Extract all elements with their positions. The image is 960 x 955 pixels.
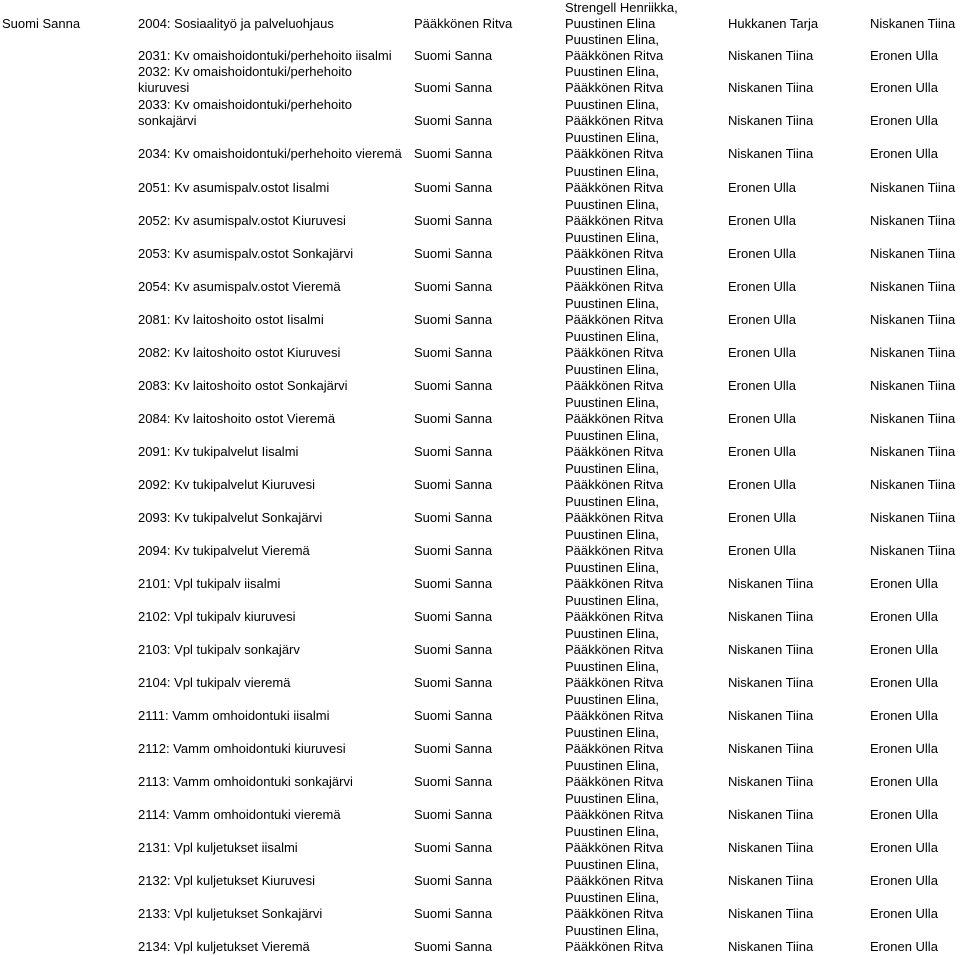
contact-primary: Niskanen Tiina: [728, 708, 814, 723]
responsible-person: Suomi Sanna: [414, 939, 493, 954]
responsible-person: Suomi Sanna: [414, 345, 493, 360]
contact-secondary: Niskanen Tiina: [870, 543, 956, 558]
contact-primary: Hukkanen Tarja: [728, 16, 819, 31]
contact-secondary: Eronen Ulla: [870, 807, 938, 822]
deputy-persons: Puustinen Elina, Pääkkönen Ritva: [565, 725, 664, 756]
deputy-persons: Puustinen Elina, Pääkkönen Ritva: [565, 64, 664, 95]
deputy-persons: Puustinen Elina, Pääkkönen Ritva: [565, 626, 664, 657]
deputy-persons: Puustinen Elina, Pääkkönen Ritva: [565, 857, 664, 888]
deputy-persons: Puustinen Elina, Pääkkönen Ritva: [565, 263, 664, 294]
responsible-person: Suomi Sanna: [414, 741, 493, 756]
deputy-persons: Puustinen Elina, Pääkkönen Ritva: [565, 428, 664, 459]
contact-secondary: Eronen Ulla: [870, 939, 938, 954]
service-name: 2084: Kv laitoshoito ostot Vieremä: [138, 411, 336, 426]
contact-primary: Niskanen Tiina: [728, 939, 814, 954]
deputy-persons: Puustinen Elina, Pääkkönen Ritva: [565, 824, 664, 855]
responsible-person: Suomi Sanna: [414, 80, 493, 95]
service-name: 2083: Kv laitoshoito ostot Sonkajärvi: [138, 378, 348, 393]
service-name: 2052: Kv asumispalv.ostot Kiuruvesi: [138, 213, 346, 228]
contact-primary: Eronen Ulla: [728, 312, 796, 327]
contact-secondary: Eronen Ulla: [870, 146, 938, 161]
deputy-persons: Puustinen Elina, Pääkkönen Ritva: [565, 296, 664, 327]
contact-primary: Eronen Ulla: [728, 543, 796, 558]
responsible-person: Suomi Sanna: [414, 840, 493, 855]
service-name: 2092: Kv tukipalvelut Kiuruvesi: [138, 477, 316, 492]
contact-primary: Niskanen Tiina: [728, 675, 814, 690]
service-name: 2034: Kv omaishoidontuki/perhehoito vieremä: [138, 146, 402, 161]
responsible-person: Suomi Sanna: [414, 246, 493, 261]
service-name: 2131: Vpl kuljetukset iisalmi: [138, 840, 298, 855]
service-name: 2101: Vpl tukipalv iisalmi: [138, 576, 281, 591]
deputy-persons: Puustinen Elina, Pääkkönen Ritva: [565, 758, 664, 789]
contact-secondary: Niskanen Tiina: [870, 16, 956, 31]
deputy-persons: Puustinen Elina, Pääkkönen Ritva: [565, 395, 664, 426]
responsible-person: Suomi Sanna: [414, 576, 493, 591]
contact-primary: Eronen Ulla: [728, 246, 796, 261]
deputy-persons: Puustinen Elina, Pääkkönen Ritva: [565, 890, 664, 921]
contact-secondary: Niskanen Tiina: [870, 477, 956, 492]
deputy-persons: Puustinen Elina, Pääkkönen Ritva: [565, 329, 664, 360]
contact-primary: Niskanen Tiina: [728, 146, 814, 161]
contact-primary: Niskanen Tiina: [728, 741, 814, 756]
responsible-person: Suomi Sanna: [414, 146, 493, 161]
contact-primary: Niskanen Tiina: [728, 48, 814, 63]
deputy-persons: Puustinen Elina, Pääkkönen Ritva: [565, 560, 664, 591]
service-name: 2104: Vpl tukipalv vieremä: [138, 675, 291, 690]
responsible-person: Suomi Sanna: [414, 873, 493, 888]
contact-primary: Eronen Ulla: [728, 279, 796, 294]
contact-secondary: Niskanen Tiina: [870, 312, 956, 327]
deputy-persons: Puustinen Elina, Pääkkönen Ritva: [565, 791, 664, 822]
deputy-persons: Puustinen Elina, Pääkkönen Ritva: [565, 461, 664, 492]
responsible-person: Suomi Sanna: [414, 213, 493, 228]
contact-secondary: Eronen Ulla: [870, 840, 938, 855]
service-name: 2113: Vamm omhoidontuki sonkajärvi: [138, 774, 353, 789]
service-name: 2114: Vamm omhoidontuki vieremä: [138, 807, 341, 822]
contact-secondary: Niskanen Tiina: [870, 411, 956, 426]
responsible-person: Suomi Sanna: [414, 411, 493, 426]
deputy-persons: Puustinen Elina, Pääkkönen Ritva: [565, 923, 664, 954]
service-name: 2134: Vpl kuljetukset Vieremä: [138, 939, 310, 954]
responsible-person: Suomi Sanna: [414, 113, 493, 128]
deputy-persons: Puustinen Elina, Pääkkönen Ritva: [565, 692, 664, 723]
service-name: 2132: Vpl kuljetukset Kiuruvesi: [138, 873, 316, 888]
responsible-person: Suomi Sanna: [414, 180, 493, 195]
service-name: 2033: Kv omaishoidontuki/perhehoito sonkajärvi: [138, 97, 352, 128]
contact-secondary: Eronen Ulla: [870, 48, 938, 63]
contact-primary: Eronen Ulla: [728, 444, 796, 459]
deputy-persons: Puustinen Elina, Pääkkönen Ritva: [565, 494, 664, 525]
contact-primary: Niskanen Tiina: [728, 906, 814, 921]
contact-primary: Niskanen Tiina: [728, 642, 814, 657]
service-name: 2051: Kv asumispalv.ostot Iisalmi: [138, 180, 330, 195]
responsible-person: Suomi Sanna: [414, 477, 493, 492]
deputy-persons: Puustinen Elina, Pääkkönen Ritva: [565, 527, 664, 558]
responsible-person: Suomi Sanna: [414, 708, 493, 723]
deputy-persons: Puustinen Elina, Pääkkönen Ritva: [565, 659, 664, 690]
contact-primary: Eronen Ulla: [728, 378, 796, 393]
responsible-person: Suomi Sanna: [414, 774, 493, 789]
responsible-person: Pääkkönen Ritva: [414, 16, 513, 31]
service-name: 2081: Kv laitoshoito ostot Iisalmi: [138, 312, 324, 327]
deputy-persons: Puustinen Elina, Pääkkönen Ritva: [565, 362, 664, 393]
contact-primary: Niskanen Tiina: [728, 609, 814, 624]
deputy-persons: Puustinen Elina, Pääkkönen Ritva: [565, 164, 664, 195]
contact-primary: Niskanen Tiina: [728, 576, 814, 591]
contact-secondary: Eronen Ulla: [870, 576, 938, 591]
owner-name: Suomi Sanna: [2, 16, 81, 31]
contact-secondary: Niskanen Tiina: [870, 213, 956, 228]
responsible-person: Suomi Sanna: [414, 609, 493, 624]
responsible-person: Suomi Sanna: [414, 279, 493, 294]
contact-secondary: Eronen Ulla: [870, 642, 938, 657]
contact-primary: Eronen Ulla: [728, 411, 796, 426]
contact-secondary: Niskanen Tiina: [870, 246, 956, 261]
responsible-person: Suomi Sanna: [414, 675, 493, 690]
service-name: 2053: Kv asumispalv.ostot Sonkajärvi: [138, 246, 354, 261]
contact-secondary: Eronen Ulla: [870, 675, 938, 690]
contact-secondary: Niskanen Tiina: [870, 279, 956, 294]
service-name: 2103: Vpl tukipalv sonkajärv: [138, 642, 300, 657]
deputy-persons: Puustinen Elina, Pääkkönen Ritva: [565, 230, 664, 261]
contact-primary: Niskanen Tiina: [728, 113, 814, 128]
service-name: 2082: Kv laitoshoito ostot Kiuruvesi: [138, 345, 341, 360]
deputy-persons: Puustinen Elina, Pääkkönen Ritva: [565, 130, 664, 161]
service-name: 2111: Vamm omhoidontuki iisalmi: [138, 708, 330, 723]
contact-primary: Eronen Ulla: [728, 180, 796, 195]
contact-secondary: Niskanen Tiina: [870, 444, 956, 459]
contact-secondary: Eronen Ulla: [870, 906, 938, 921]
contact-primary: Eronen Ulla: [728, 345, 796, 360]
deputy-persons: Puustinen Elina, Pääkkönen Ritva: [565, 97, 664, 128]
service-name: 2133: Vpl kuljetukset Sonkajärvi: [138, 906, 323, 921]
contact-primary: Niskanen Tiina: [728, 774, 814, 789]
responsible-person: Suomi Sanna: [414, 906, 493, 921]
responsible-person: Suomi Sanna: [414, 642, 493, 657]
contact-secondary: Eronen Ulla: [870, 708, 938, 723]
service-name: 2093: Kv tukipalvelut Sonkajärvi: [138, 510, 323, 525]
contact-secondary: Eronen Ulla: [870, 113, 938, 128]
contact-secondary: Eronen Ulla: [870, 873, 938, 888]
contact-secondary: Eronen Ulla: [870, 609, 938, 624]
responsible-person: Suomi Sanna: [414, 444, 493, 459]
contact-primary: Eronen Ulla: [728, 477, 796, 492]
deputy-persons: Puustinen Elina, Pääkkönen Ritva: [565, 32, 664, 63]
contact-secondary: Niskanen Tiina: [870, 510, 956, 525]
contact-secondary: Eronen Ulla: [870, 80, 938, 95]
responsible-person: Suomi Sanna: [414, 378, 493, 393]
contact-primary: Niskanen Tiina: [728, 807, 814, 822]
service-name: 2094: Kv tukipalvelut Vieremä: [138, 543, 310, 558]
contact-primary: Eronen Ulla: [728, 213, 796, 228]
service-name: 2031: Kv omaishoidontuki/perhehoito iisalmi: [138, 48, 392, 63]
responsible-person: Suomi Sanna: [414, 543, 493, 558]
contact-secondary: Niskanen Tiina: [870, 180, 956, 195]
contact-primary: Eronen Ulla: [728, 510, 796, 525]
contact-primary: Niskanen Tiina: [728, 80, 814, 95]
contact-secondary: Eronen Ulla: [870, 741, 938, 756]
responsible-person: Suomi Sanna: [414, 510, 493, 525]
deputy-persons: Puustinen Elina, Pääkkönen Ritva: [565, 593, 664, 624]
contact-primary: Niskanen Tiina: [728, 840, 814, 855]
contact-primary: Niskanen Tiina: [728, 873, 814, 888]
service-name: 2054: Kv asumispalv.ostot Vieremä: [138, 279, 341, 294]
deputy-persons: Puustinen Elina, Pääkkönen Ritva: [565, 197, 664, 228]
service-name: 2112: Vamm omhoidontuki kiuruvesi: [138, 741, 346, 756]
responsible-person: Suomi Sanna: [414, 48, 493, 63]
contact-secondary: Niskanen Tiina: [870, 378, 956, 393]
service-name: 2032: Kv omaishoidontuki/perhehoito kiuruvesi: [138, 64, 352, 95]
service-name: 2091: Kv tukipalvelut Iisalmi: [138, 444, 299, 459]
contact-secondary: Niskanen Tiina: [870, 345, 956, 360]
responsible-person: Suomi Sanna: [414, 807, 493, 822]
service-name: 2004: Sosiaalityö ja palveluohjaus: [138, 16, 334, 31]
deputy-persons: Strengell Henriikka, Puustinen Elina: [565, 0, 678, 31]
contact-secondary: Eronen Ulla: [870, 774, 938, 789]
service-name: 2102: Vpl tukipalv kiuruvesi: [138, 609, 296, 624]
responsible-person: Suomi Sanna: [414, 312, 493, 327]
